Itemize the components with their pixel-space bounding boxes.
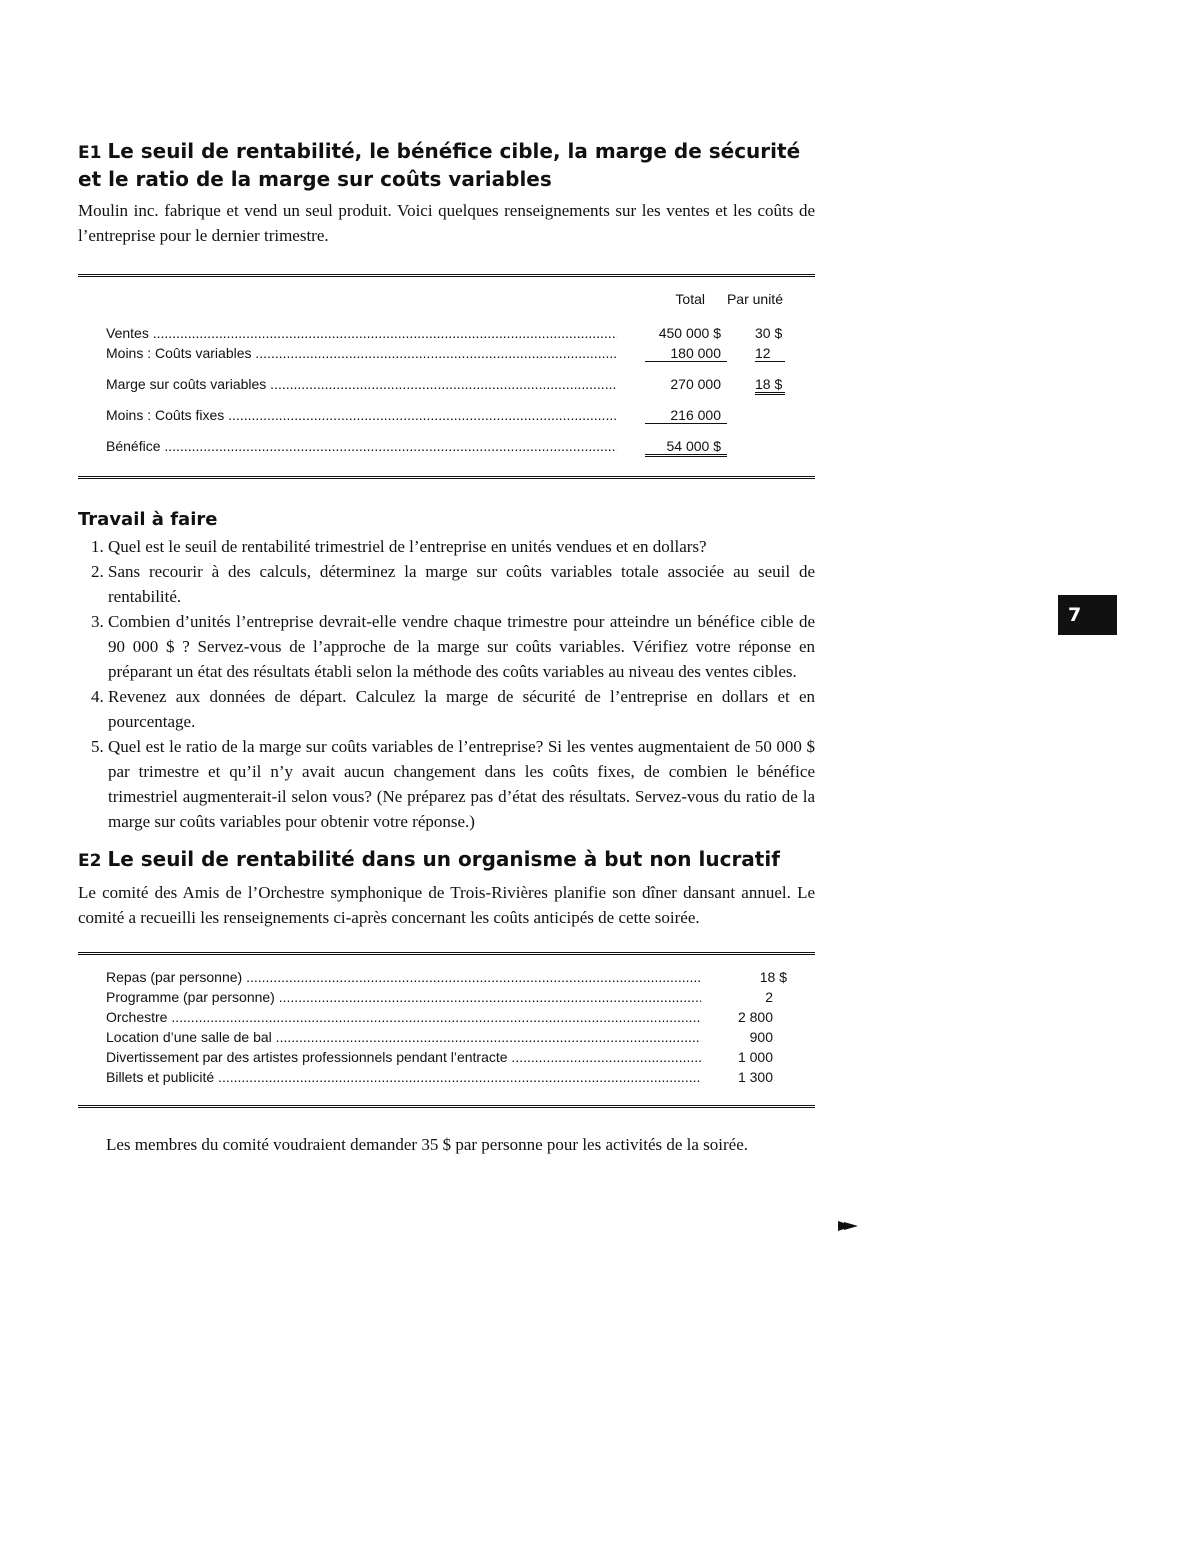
table-row (106, 1049, 787, 1069)
row-total: 216 000 (645, 407, 727, 424)
row-label: Divertissement par des artistes professionnels pendant l’entracte ..... (106, 1049, 701, 1065)
row-label: Repas (par personne) ..... (106, 969, 701, 985)
list-item: 3. Combien d’unités l’entreprise devrait-elle vendre chaque trimestre pour atteindre un bénéfice cible de 90 000 $ ? Servez-vous de l’approche de la marge sur coûts variables. Vérifiez votre réponse en préparant un état des résultats établi selon la méthode des coûts variables au niveau des ventes cibles. (108, 609, 815, 684)
row-total: 450 000 $ (658, 325, 721, 341)
table-row (106, 407, 815, 427)
e1-number: E1 (78, 143, 102, 163)
row-unit-value: 18 $ (755, 376, 785, 395)
e1-title: Le seuil de rentabilité, le bénéfice cible, la marge de sécurité et le ratio de la marge sur coûts variables (78, 139, 801, 191)
table-row (106, 1009, 787, 1029)
list-item: 2. Sans recourir à des calculs, déterminez la marge sur coûts variables totale associée au seuil de rentabilité. (108, 559, 815, 609)
e1-table-header (106, 291, 815, 307)
row-label: Location d’une salle de bal ..... (106, 1029, 701, 1045)
row-amount: 2 800 (737, 1009, 773, 1025)
row-label: Marge sur coûts variables ..... (106, 376, 617, 392)
continue-arrow-icon (838, 1218, 860, 1234)
col-total-header: Total (675, 291, 705, 307)
row-amount: 900 (749, 1029, 773, 1045)
page-content (78, 138, 815, 1157)
row-label: Ventes ..... (106, 325, 617, 341)
chapter-tab: 7 (1058, 595, 1117, 635)
table-row (106, 1069, 787, 1089)
row-amount: 1 000 (737, 1049, 773, 1065)
e1-intro: Moulin inc. fabrique et vend un seul produit. Voici quelques renseignements sur les ventes et les coûts de l’entreprise pour le dernier trimestre. (78, 201, 815, 245)
row-label: Orchestre ..... (106, 1009, 701, 1025)
row-label: Programme (par personne) ..... (106, 989, 701, 1005)
row-total: 54 000 $ (645, 438, 727, 457)
list-item: 5. Quel est le ratio de la marge sur coûts variables de l’entreprise? Si les ventes augmentaient de 50 000 $ par trimestre et qu’il n’y avait aucun changement dans les coûts fixes, de combien le bénéfice trimestriel augmenterait-il selon vous? (Ne préparez pas d’état des résultats. Servez-vous du ratio de la marge sur coûts variables pour obtenir votre réponse.) (108, 734, 815, 834)
row-unit (727, 376, 783, 395)
row-unit-value: 12 (755, 345, 785, 362)
table-row (106, 325, 815, 345)
table-row (106, 1029, 787, 1049)
table-row (106, 345, 815, 365)
table-row (106, 438, 815, 458)
row-unit: 30 $ (755, 325, 783, 341)
e2-closing: Les membres du comité voudraient demander 35 $ par personne pour les activités de la soirée. (106, 1135, 749, 1154)
list-item: 1. Quel est le seuil de rentabilité trimestriel de l’entreprise en unités vendues et en dollars? (108, 534, 815, 559)
row-amount: 18 $ (759, 969, 787, 985)
e2-heading (78, 846, 815, 874)
row-label: Billets et publicité ..... (106, 1069, 701, 1085)
row-unit (727, 345, 783, 362)
e2-number: E2 (78, 851, 102, 871)
e2-title: Le seuil de rentabilité dans un organisme à but non lucratif (107, 847, 780, 871)
row-label: Moins : Coûts fixes ..... (106, 407, 617, 423)
e1-income-table (78, 274, 815, 479)
e2-intro: Le comité des Amis de l’Orchestre symphonique de Trois-Rivières planifie son dîner dansant annuel. Le comité a recueilli les renseignements ci-après concernant les coûts anticipés de cette soirée. (78, 883, 815, 927)
row-total: 270 000 (670, 376, 721, 392)
e2-cost-table (78, 952, 815, 1108)
table-row (106, 969, 787, 989)
table-row (106, 989, 787, 1009)
col-unit-header: Par unité (726, 291, 783, 307)
travail-heading: Travail à faire (78, 509, 218, 530)
task-list (78, 534, 815, 834)
row-total: 180 000 (645, 345, 727, 362)
e1-heading (78, 138, 815, 192)
row-label: Moins : Coûts variables ..... (106, 345, 617, 361)
list-item: 4. Revenez aux données de départ. Calculez la marge de sécurité de l’entreprise en dollars et en pourcentage. (108, 684, 815, 734)
row-amount: 1 300 (737, 1069, 773, 1085)
row-label: Bénéfice ..... (106, 438, 617, 454)
table-row (106, 376, 815, 396)
row-amount: 2 (765, 989, 773, 1005)
